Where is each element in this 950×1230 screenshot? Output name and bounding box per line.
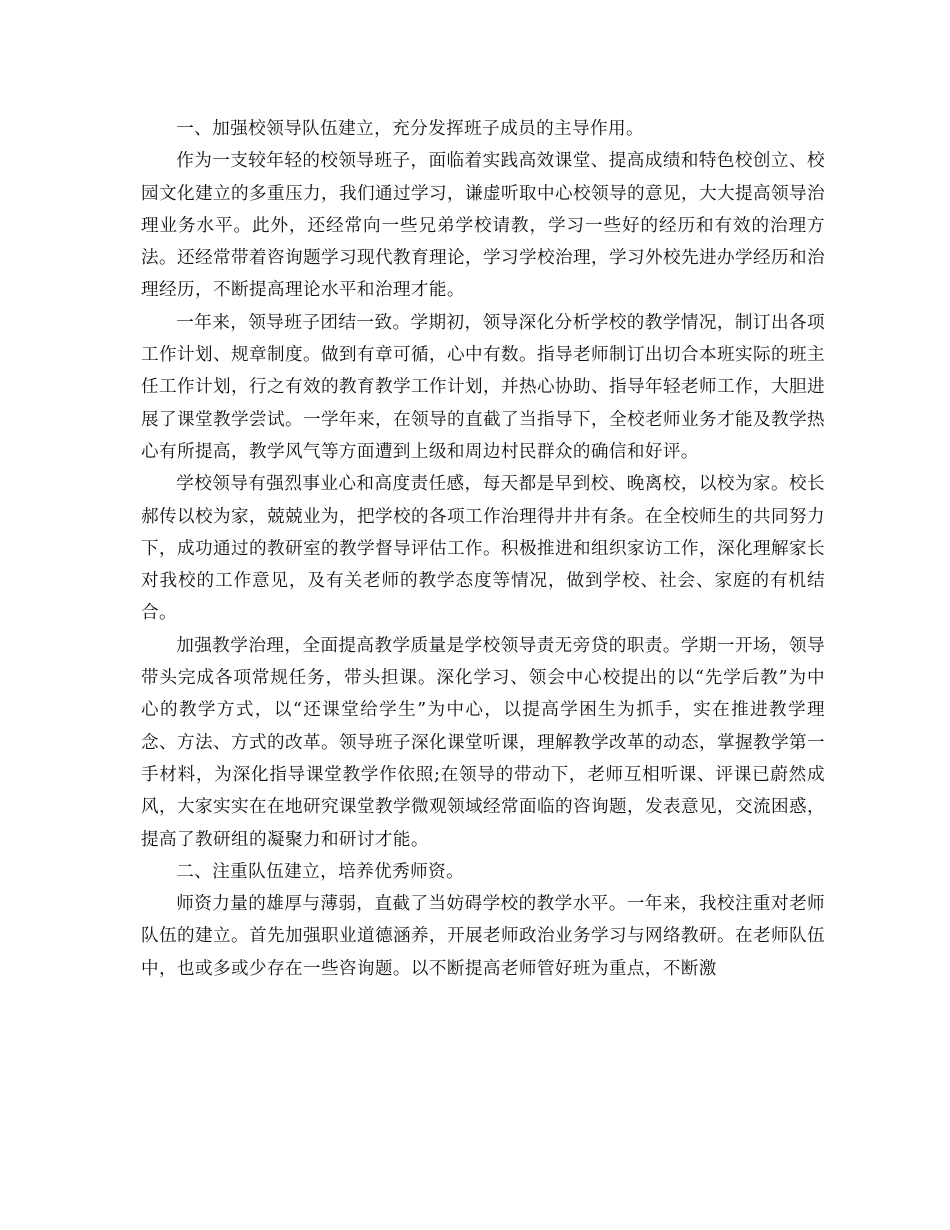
heading-section-two: 二、注重队伍建立，培养优秀师资。 xyxy=(176,861,465,882)
heading-section-one: 一、加强校领导队伍建立，充分发挥班子成员的主导作用。 xyxy=(176,119,645,139)
paragraph: 一年来，领导班子团结一致。学期初，领导深化分析学校的教学情况，制订出各项工作计划、规章制度。做到有章可循，心中有数。指导老师制订出切合本班实际的班主任工作计划，行之有效的教育教学工作计划，并热心协助、指导年轻老师工作，大胆进展了课堂教学尝试。一学年来，在领导的直截了当指导下，全校老师业务才能及教学热心有所提高，教学风气等方面遭到上级和周边村民群众的确信和好评。 xyxy=(141,312,825,462)
document-body xyxy=(141,113,825,985)
paragraph: 学校领导有强烈事业心和高度责任感，每天都是早到校、晚离校，以校为家。校长郝传以校为家，兢兢业为，把学校的各项工作治理得井井有条。在全校师生的共同努力下，成功通过的教研室的教学督导评估工作。积极推进和组织家访工作，深化理解家长对我校的工作意见，及有关老师的教学态度等情况，做到学校、社会、家庭的有机结合。 xyxy=(141,474,825,624)
paragraph: 师资力量的雄厚与薄弱，直截了当妨碍学校的教学水平。一年来，我校注重对老师队伍的建立。首先加强职业道德涵养，开展老师政治业务学习与网络教研。在老师队伍中，也或多或少存在一些咨询题。以不断提高老师管好班为重点，不断激 xyxy=(141,894,825,979)
paragraph: 加强教学治理，全面提高教学质量是学校领导责无旁贷的职责。学期一开场，领导带头完成各项常规任务，带头担课。深化学习、领会中心校提出的以“先学后教”为中心的教学方式，以“还课堂给学生”为中心，以提高学困生为抓手，实在推进教学理念、方法、方式的改革。领导班子深化课堂听课，理解教学改革的动态，掌握教学第一手材料，为深化指导课堂教学作依照;在领导的带动下，老师互相听课、评课已蔚然成风，大家实实在在地研究课堂教学微观领域经常面临的咨询题，发表意见，交流困惑，提高了教研组的凝聚力和研讨才能。 xyxy=(141,635,825,850)
paragraph: 作为一支较年轻的校领导班子，面临着实践高效课堂、提高成绩和特色校创立、校园文化建立的多重压力，我们通过学习，谦虚听取中心校领导的意见，大大提高领导治理业务水平。此外，还经常向一些兄弟学校请教，学习一些好的经历和有效的治理方法。还经常带着咨询题学习现代教育理论，学习学校治理，学习外校先进办学经历和治理经历，不断提高理论水平和治理才能。 xyxy=(141,151,825,301)
